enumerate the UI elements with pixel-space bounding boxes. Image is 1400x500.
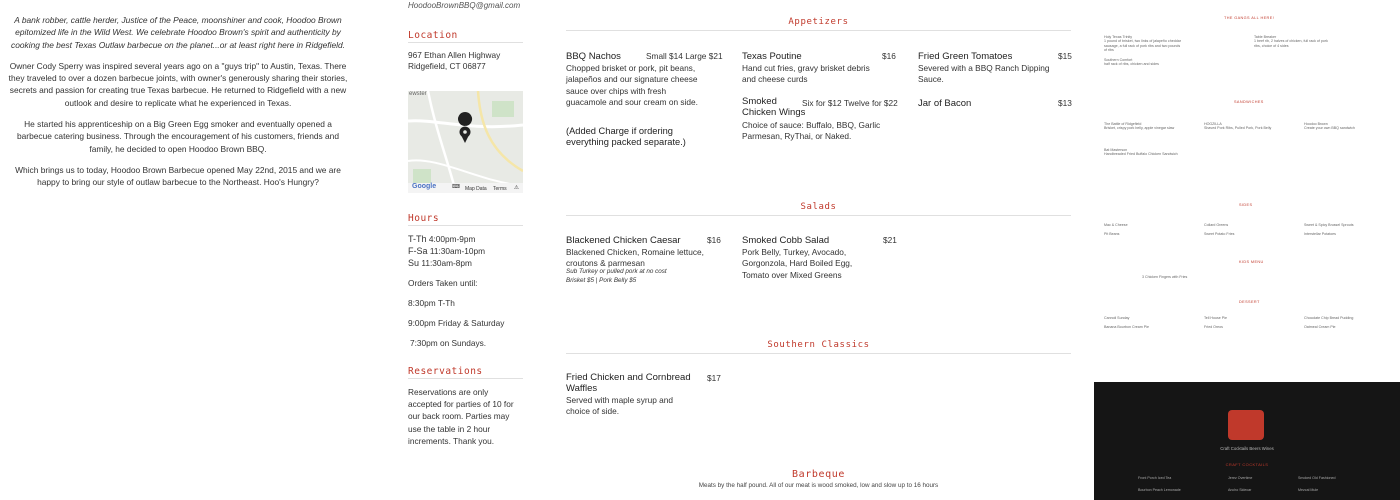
- waffle-price: $17: [707, 373, 721, 383]
- location-heading: Location: [408, 30, 458, 41]
- caesar-price: $16: [707, 235, 721, 245]
- orders-sunday: 7:30pm on Sundays.: [410, 338, 487, 348]
- nachos-name: BBQ Nachos: [566, 51, 621, 62]
- wings-desc: Choice of sauce: Buffalo, BBQ, Garlic Parmesan, RyThai, or Naked.: [742, 120, 881, 142]
- divider: [566, 353, 1071, 354]
- address: [408, 50, 500, 73]
- wings-price: Six for $12 Twelve for $22: [802, 98, 898, 108]
- hours-time-2: 11:30am-10pm: [429, 246, 486, 256]
- barbeque-heading: Barbeque: [792, 469, 845, 480]
- waffle-desc: Served with maple syrup and choice of side.: [566, 395, 673, 417]
- poutine-price: $16: [882, 51, 896, 61]
- divider: [408, 378, 523, 379]
- address-line-2: Ridgefield, CT 06877: [408, 61, 486, 72]
- map-graphic: [408, 91, 523, 193]
- orders-label: Orders Taken until:: [408, 278, 478, 288]
- about-lead: A bank robber, cattle herder, Justice of the Peace, moonshiner and cook, Hoodoo Brown epitomized life in the Wild West. We celebrate Hoodoo Brown's spirit and authenticity by cooking the best Texas Outlaw barbecue on the planet...or at least right here in Ridgefield.: [11, 15, 345, 50]
- about-section: [8, 14, 348, 198]
- hours-day-3: Su: [408, 258, 420, 268]
- thumb-text: Hoodoo Brown Create your own BBQ sandwich: [1304, 122, 1355, 131]
- divider: [408, 225, 523, 226]
- southern-heading: Southern Classics: [767, 340, 870, 350]
- dark-heading: CRAFT COCKTAILS: [1225, 462, 1269, 467]
- address-line-1: 967 Ethan Allen Highway: [408, 50, 501, 60]
- thumb-text: Front Porch Iced Tea: [1138, 476, 1172, 480]
- thumb-heading-1: THE GANGS ALL HERE!: [1224, 16, 1275, 20]
- tomatoes-name: Fried Green Tomatoes: [918, 51, 1013, 62]
- cobb-desc: Pork Belly, Turkey, Avocado, Gorgonzola, Hard Boiled Egg, Tomato over Mixed Greens: [742, 247, 853, 280]
- caesar-desc: Blackened Chicken, Romaine lettuce, croutons & parmesan: [566, 247, 704, 269]
- divider: [566, 30, 1071, 31]
- poutine-desc: Hand cut fries, gravy brisket debris and cheese curds: [742, 63, 870, 85]
- hours-day-2: F-Sa: [408, 246, 428, 256]
- thumb-text: Mezcal Mule: [1298, 488, 1319, 492]
- about-paragraph-3: He started his apprenticeship on a Big Green Egg smoker and eventually opened a barbecue catering business. Through the encouragement of his customers, friends and family, he decided to open Hoodoo Brown BBQ.: [16, 119, 339, 154]
- nachos-desc: Chopped brisket or pork, pit beans, jalapeños and our signature cheese sauce over chips with fresh guacamole and sour cream on side.: [566, 63, 698, 107]
- about-paragraph-2: Owner Cody Sperry was inspired several years ago on a "guys trip" to Austin, Texas. There they traveled to over a dozen barbecue joints, with owner's generously sharing their stories, secrets and passion for creating true Texas barbecue. He returned to Ridgefield with a new outlook and desire to replicate what he experienced in Texas.: [8, 60, 348, 108]
- thumb-text: Bourbon Peach Lemonade: [1138, 488, 1181, 492]
- google-logo: Google: [412, 183, 437, 190]
- wings-name: Smoked Chicken Wings: [742, 96, 806, 118]
- keyboard-icon[interactable]: ⌨: [452, 184, 460, 190]
- email-link[interactable]: HoodooBrownBBQ@gmail.com: [408, 1, 521, 10]
- thumb-text: Holy Texas Trinity 1 pound of brisket, two links of jalapeño cheddar sausage, a full rack of pork ribs and two pounds of ribs: [1104, 35, 1181, 53]
- map-corner-label: ewster: [409, 91, 427, 97]
- hours-heading: Hours: [408, 213, 440, 224]
- thumb-text: Table Breaker 1 beef rib, 2 halves of chicken, full rack of pork ribs, choice of 4 sides: [1254, 35, 1328, 48]
- thumb-text: Collard Greens Sweet Potato Fries: [1204, 223, 1235, 236]
- thumb-heading-2: SANDWICHES: [1234, 100, 1264, 104]
- nachos-price: Small $14 Large $21: [646, 51, 723, 61]
- salads-heading: Salads: [800, 202, 837, 212]
- tomatoes-desc: Severed with a BBQ Ranch Dipping Sauce.: [918, 63, 1050, 85]
- logo-icon: [1228, 410, 1264, 440]
- report-icon[interactable]: ⚠: [514, 185, 519, 191]
- dark-panel: [1094, 382, 1400, 500]
- cobb-name: Smoked Cobb Salad: [742, 235, 830, 246]
- thumb-text: Ancho Sidecar: [1228, 488, 1252, 492]
- tomatoes-price: $15: [1058, 51, 1072, 61]
- thumb-text: Sweet & Spicy Brussel Sprouts Interstellar Potatoes: [1304, 223, 1354, 236]
- divider: [408, 42, 523, 43]
- thumb-heading-4: KIDS MENU: [1239, 260, 1264, 264]
- divider: [566, 215, 1071, 216]
- appetizers-heading: Appetizers: [788, 17, 849, 27]
- reservations-text: Reservations are only accepted for parties of 10 for our back room. Parties may use the table in 2 hour increments. Thank you.: [408, 387, 514, 446]
- thumb-text: 3 Chicken Fingers with Fries: [1142, 275, 1188, 279]
- thumb-text: HOGZILLA Shaved Pork Ribs, Pulled Pork, Pork Belly: [1204, 122, 1272, 131]
- caesar-name: Blackened Chicken Caesar: [566, 235, 681, 246]
- thumb-text: Smoked Old Fashioned: [1298, 476, 1336, 480]
- thumb-text: Southern Comfort half rack of ribs, chicken and sides: [1104, 58, 1159, 67]
- thumb-text: Mac & Cheese Pit Beans: [1104, 223, 1128, 236]
- waffle-name: Fried Chicken and Cornbread Waffles: [566, 372, 691, 394]
- menu-thumbnail[interactable]: [1094, 0, 1400, 382]
- orders-weekday: 8:30pm T-Th: [408, 298, 455, 308]
- terms-link[interactable]: Terms: [493, 186, 507, 192]
- poutine-name: Texas Poutine: [742, 51, 802, 62]
- reservations-heading: Reservations: [408, 366, 483, 377]
- thumb-text: The Battle of Ridgefield Brisket, crispy pork belly, apple vinegar slaw: [1104, 122, 1175, 131]
- hours-day-1: T-Th: [408, 234, 427, 244]
- thumb-heading-5: DESSERT: [1239, 300, 1260, 304]
- nachos-note: (Added Charge if ordering everything packed separate.): [566, 126, 686, 147]
- hours-time-3: 11:30am-8pm: [421, 258, 472, 268]
- bacon-name: Jar of Bacon: [918, 98, 972, 109]
- thumb-text: Bat Masterson Handbreaded Fried Buffalo Chicken Sandwich: [1104, 148, 1178, 157]
- thumb-text: Chocolate Chip Bread Pudding Oatmeal Cream Pie: [1304, 316, 1354, 329]
- thumb-text: Jerez Overtime: [1228, 476, 1253, 480]
- thumb-text: Tell House Pie Fried Oreos: [1204, 316, 1227, 329]
- cobb-price: $21: [883, 235, 897, 245]
- hours-time-1: 4:00pm-9pm: [428, 234, 476, 244]
- map-data-link[interactable]: Map Data: [465, 186, 487, 192]
- thumb-heading-3: SIDES: [1239, 203, 1253, 207]
- about-paragraph-4: Which brings us to today, Hoodoo Brown Barbecue opened May 22nd, 2015 and we are happy to bring our style of outlaw barbecue to the Northeast. Hoo's Hungry?: [15, 164, 341, 188]
- barbeque-subtitle: Meats by the half pound. All of our meat is wood smoked, low and slow up to 16 hours: [698, 482, 939, 489]
- orders-weekend: 9:00pm Friday & Saturday: [408, 318, 505, 328]
- bacon-price: $13: [1058, 98, 1072, 108]
- location-map[interactable]: [408, 91, 523, 193]
- thumb-text: Cannoli Sunday Banana Bourbon Cream Pie: [1104, 316, 1149, 329]
- dark-nav: Craft Cocktails Beers Wines: [1220, 446, 1274, 451]
- caesar-sub: Sub Turkey or pulled pork at no cost Brisket $5 | Pork Belly $5: [566, 268, 667, 285]
